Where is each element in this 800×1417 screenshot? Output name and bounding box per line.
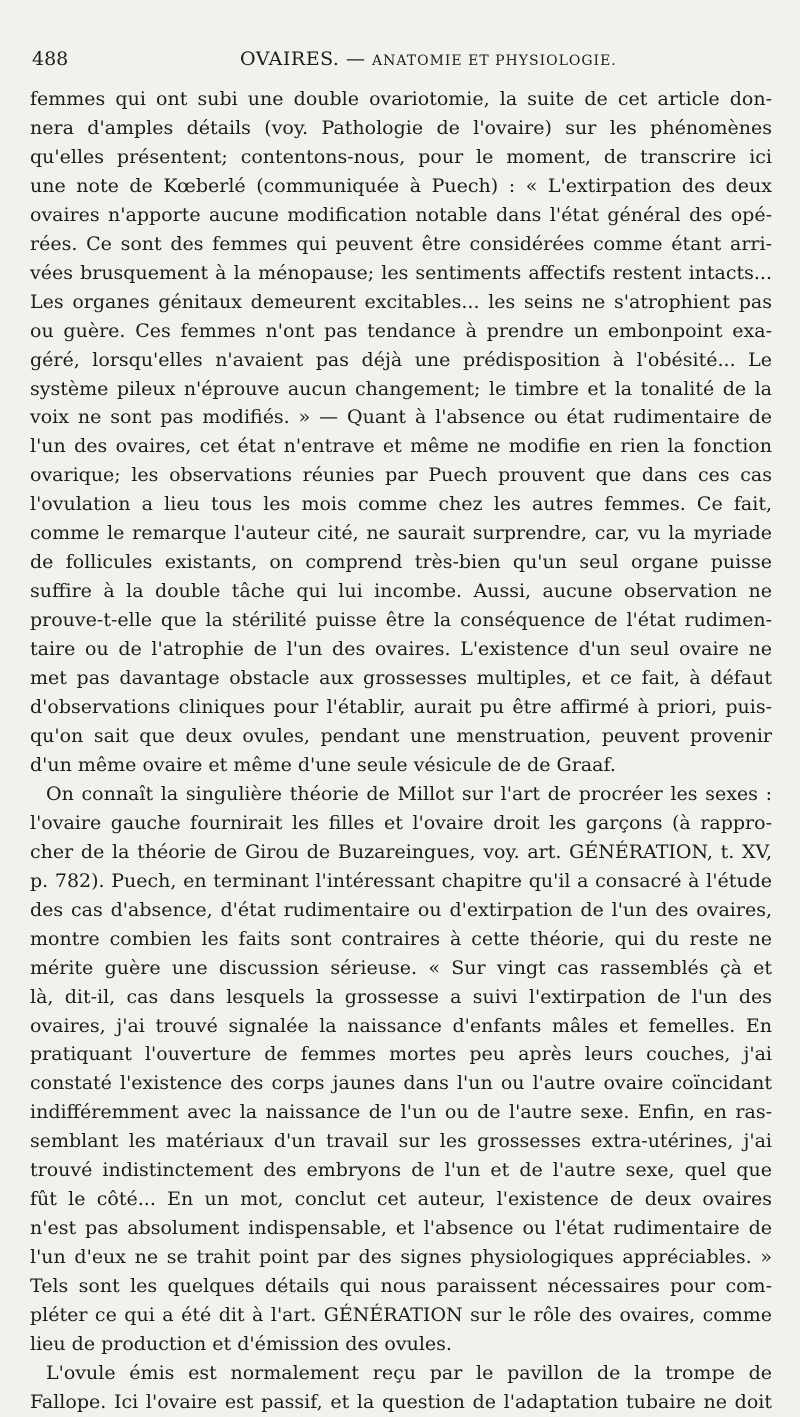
text-line: prouve-t-elle que la stérilité puisse être la conséquence de l'état rudimen-	[30, 609, 772, 632]
text-line: p. 782). Puech, en terminant l'intéressant chapitre qu'il a consacré à l'étude	[30, 869, 772, 892]
text-line: là, dit-il, cas dans lesquels la grossesse a suivi l'extirpation de l'un des	[30, 985, 772, 1008]
text-line: indifféremment avec la naissance de l'un ou de l'autre sexe. Enfin, en ras-	[30, 1101, 772, 1124]
text-line: ovaires, j'ai trouvé signalée la naissance d'enfants mâles et femelles. En	[30, 1014, 772, 1037]
page-number: 488	[32, 48, 69, 70]
text-line: taire ou de l'atrophie de l'un des ovaires. L'existence d'un seul ovaire ne	[30, 638, 772, 661]
text-line: n'est pas absolument indispensable, et l'absence ou l'état rudimentaire de	[30, 1217, 772, 1240]
text-line: L'ovule émis est normalement reçu par le pavillon de la trompe de	[46, 1361, 772, 1384]
text-line: des cas d'absence, d'état rudimentaire ou d'extirpation de l'un des ovaires,	[30, 898, 772, 921]
text-line: géré, lorsqu'elles n'avaient pas déjà une prédisposition à l'obésité... Le	[30, 348, 772, 371]
text-line: vées brusquement à la ménopause; les sentiments affectifs restent intacts...	[30, 261, 772, 284]
text-line: qu'on sait que deux ovules, pendant une menstruation, peuvent provenir	[30, 724, 772, 747]
text-line: Tels sont les quelques détails qui nous paraissent nécessaires pour com-	[30, 1275, 772, 1298]
text-line: ovarique; les observations réunies par Puech prouvent que dans ces cas	[30, 464, 772, 487]
text-line: ovaires n'apporte aucune modification notable dans l'état général des opé-	[30, 203, 772, 226]
text-line: On connaît la singulière théorie de Millot sur l'art de procréer les sexes :	[46, 782, 772, 805]
text-line: Fallope. Ici l'ovaire est passif, et la question de l'adaptation tubaire ne doit	[30, 1390, 772, 1413]
text-line: comme le remarque l'auteur cité, ne saurait surprendre, car, vu la myriade	[30, 522, 772, 545]
text-line: femmes qui ont subi une double ovariotomie, la suite de cet article don-	[30, 88, 772, 110]
text-line: cher de la théorie de Girou de Buzareingues, voy. art. GÉNÉRATION, t. XV,	[30, 840, 772, 863]
text-line: qu'elles présentent; contentons-nous, pour le moment, de transcrire ici	[30, 145, 772, 168]
text-line: rées. Ce sont des femmes qui peuvent être considérées comme étant arri-	[30, 232, 772, 255]
running-title: OVAIRES. —	[240, 48, 366, 70]
page-header	[22, 48, 768, 76]
text-line: pratiquant l'ouverture de femmes mortes peu après leurs couches, j'ai	[30, 1043, 772, 1066]
text-line: trouvé indistinctement des embryons de l'un et de l'autre sexe, quel que	[30, 1159, 772, 1182]
text-line: met pas davantage obstacle aux grossesses multiples, et ce fait, à défaut	[30, 667, 772, 690]
text-line: pléter ce qui a été dit à l'art. GÉNÉRATION sur le rôle des ovaires, comme	[30, 1304, 772, 1327]
text-line: lieu de production et d'émission des ovules.	[30, 1332, 452, 1355]
text-line: nera d'amples détails (voy. Pathologie de l'ovaire) sur les phénomènes	[30, 116, 772, 139]
text-line: d'un même ovaire et même d'une seule vésicule de de Graaf.	[30, 753, 616, 776]
text-line: d'observations cliniques pour l'établir, aurait pu être affirmé à priori, puis-	[30, 696, 772, 719]
text-line: fût le côté... En un mot, conclut cet auteur, l'existence de deux ovaires	[30, 1188, 772, 1211]
text-line: semblant les matériaux d'un travail sur les grossesses extra-utérines, j'ai	[30, 1130, 772, 1153]
text-line: système pileux n'éprouve aucun changement; le timbre et la tonalité de la	[30, 377, 772, 400]
text-line: de follicules existants, on comprend très-bien qu'un seul organe puisse	[30, 551, 772, 574]
text-line: une note de Kœberlé (communiquée à Puech) : « L'extirpation des deux	[30, 174, 772, 197]
text-line: ou guère. Ces femmes n'ont pas tendance à prendre un embonpoint exa-	[30, 319, 772, 342]
text-line: montre combien les faits sont contraires à cette théorie, qui du reste ne	[30, 927, 772, 950]
text-line: suffire à la double tâche qui lui incombe. Aussi, aucune observation ne	[30, 580, 772, 603]
running-head	[240, 48, 617, 70]
text-line: Les organes génitaux demeurent excitables... les seins ne s'atrophient pas	[30, 290, 772, 313]
body-text	[30, 85, 772, 1417]
text-line: l'un des ovaires, cet état n'entrave et même ne modifie en rien la fonction	[30, 435, 772, 458]
text-line: voix ne sont pas modifiés. » — Quant à l'absence ou état rudimentaire de	[30, 406, 772, 429]
text-line: l'un d'eux ne se trahit point par des signes physiologiques appréciables. »	[30, 1246, 772, 1269]
text-line: mérite guère une discussion sérieuse. « Sur vingt cas rassemblés çà et	[30, 956, 772, 979]
text-line: l'ovulation a lieu tous les mois comme chez les autres femmes. Ce fait,	[30, 493, 772, 516]
text-line: l'ovaire gauche fournirait les filles et l'ovaire droit les garçons (à rappro-	[30, 811, 772, 834]
running-subtitle: ANATOMIE ET PHYSIOLOGIE.	[372, 53, 617, 69]
text-line: constaté l'existence des corps jaunes dans l'un ou l'autre ovaire coïncidant	[30, 1072, 772, 1095]
